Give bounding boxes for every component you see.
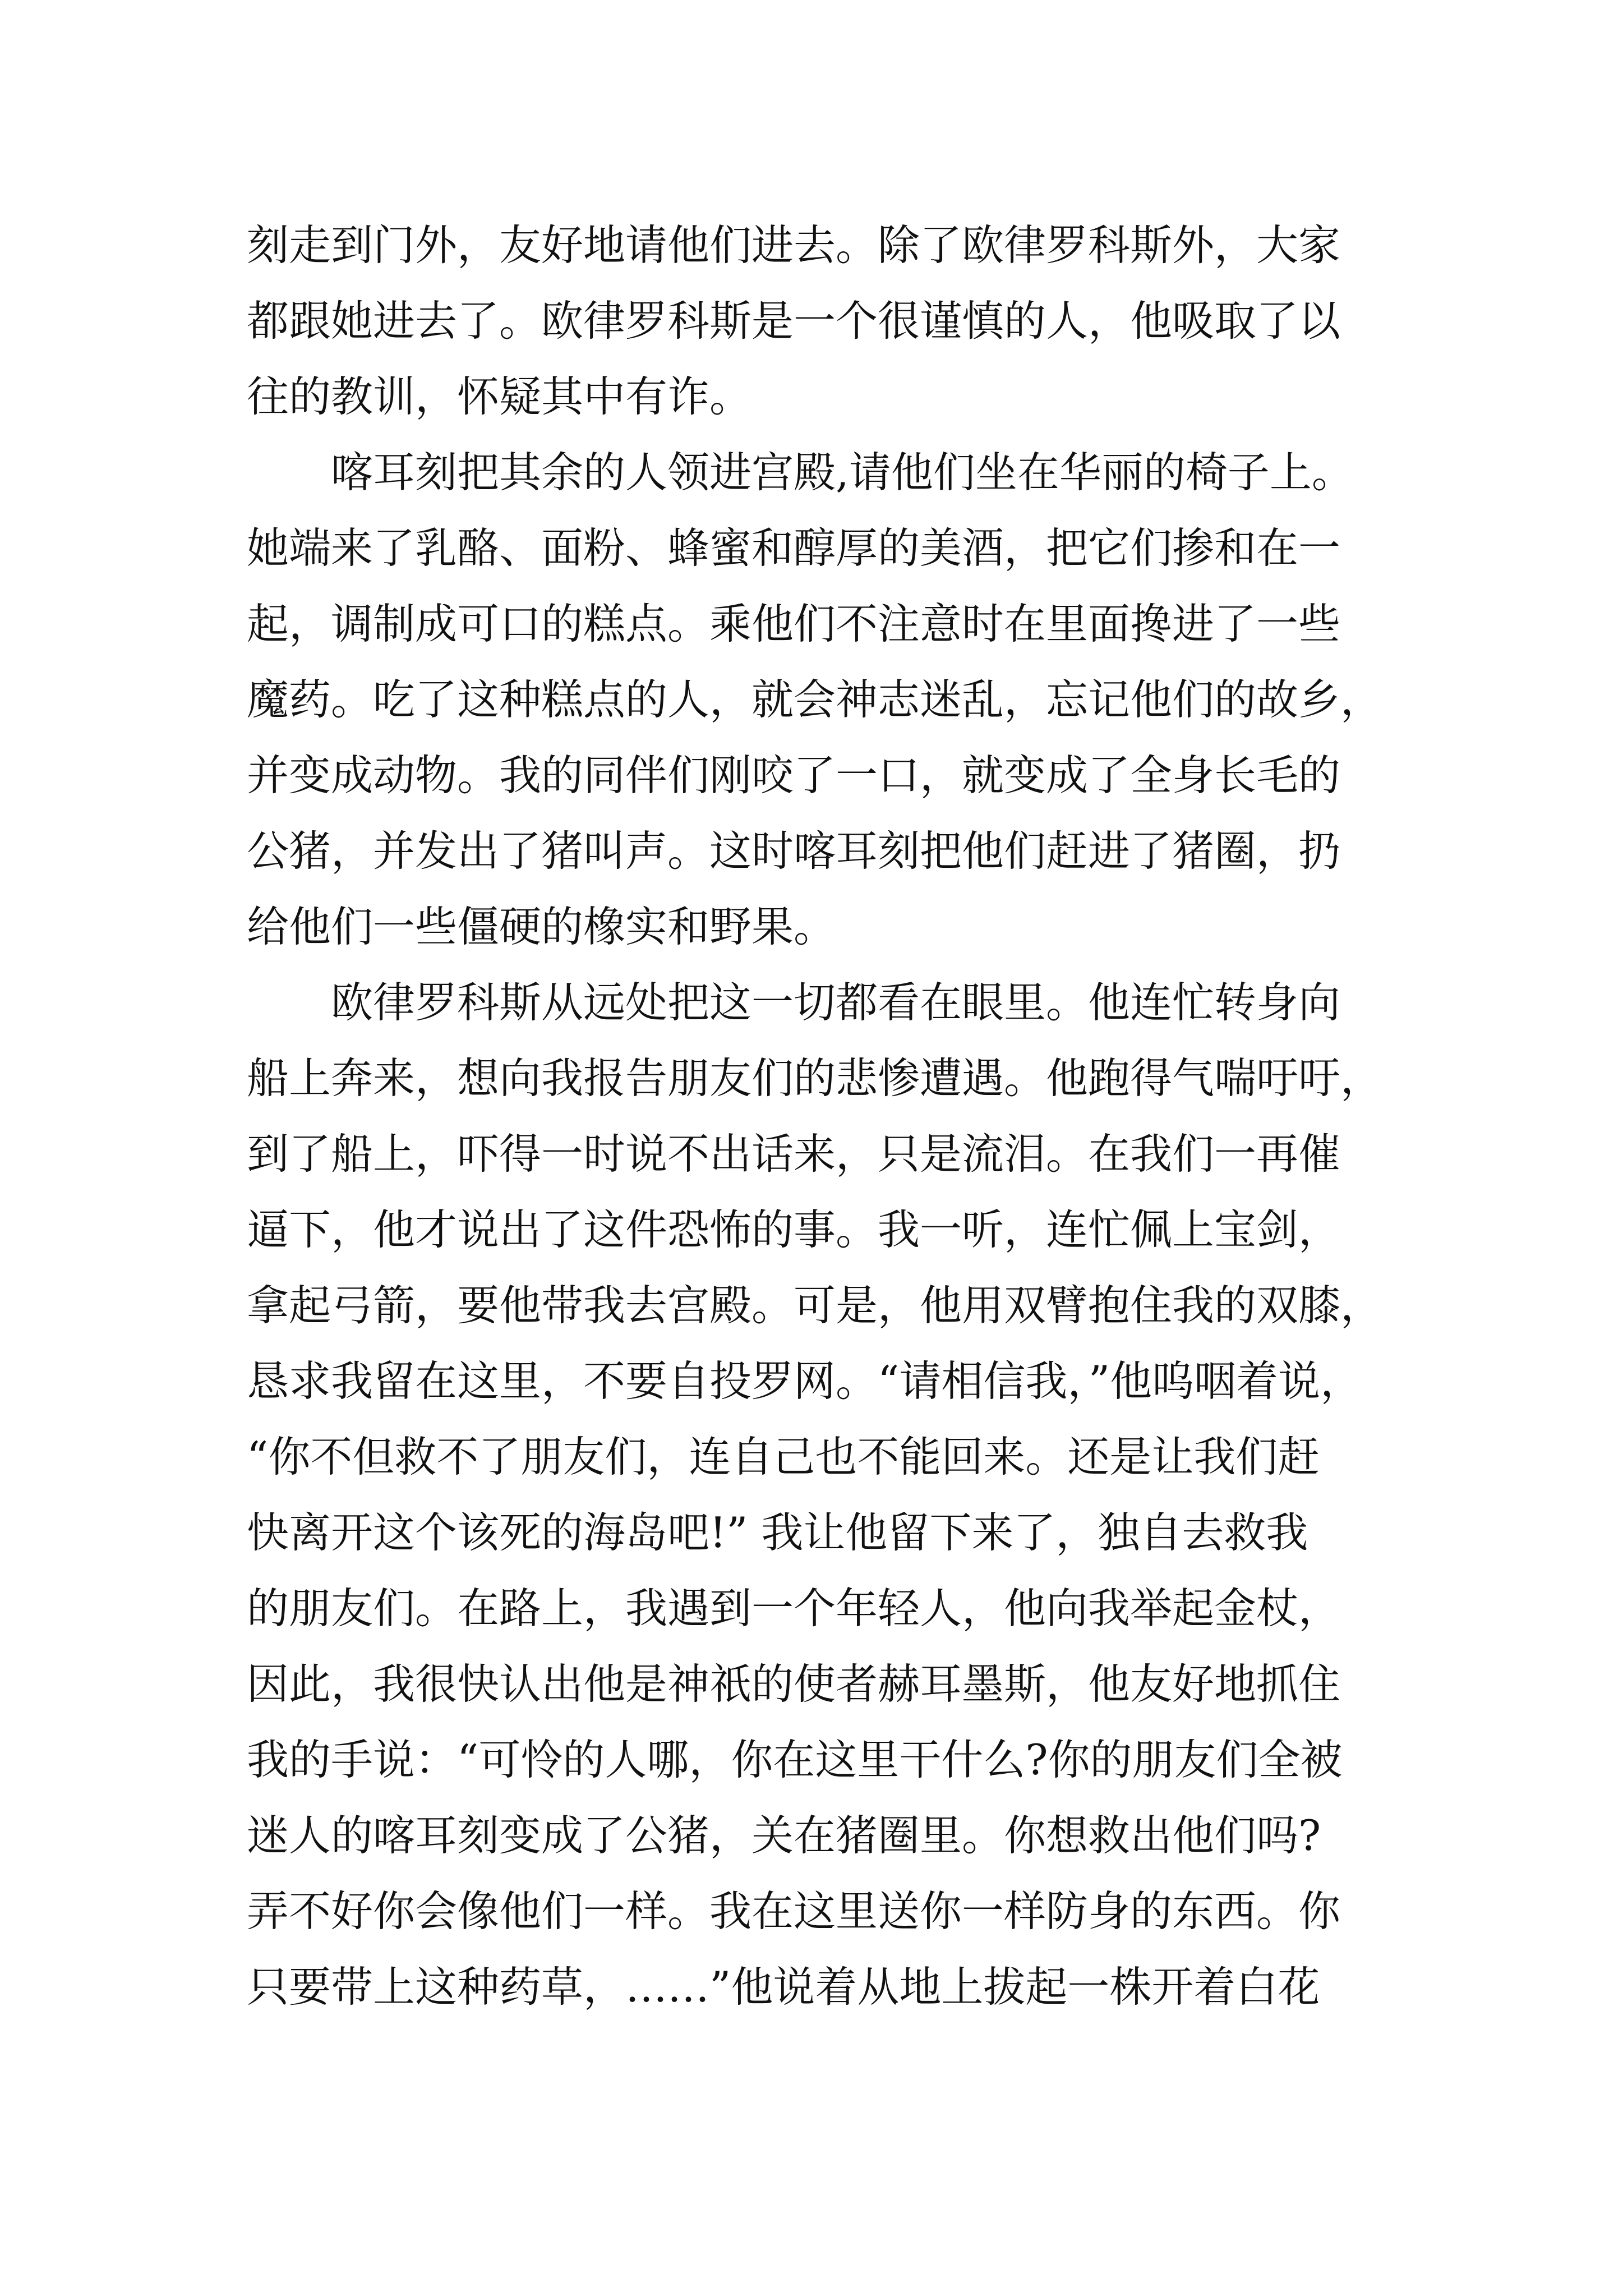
body-text <box>247 208 1383 2025</box>
text-line: 魔药。吃了这种糕点的人，就会神志迷乱，忘记他们的故乡， <box>247 675 1383 724</box>
text-line: 逼下，他才说出了这件恐怖的事。我一听，连忙佩上宝剑， <box>247 1205 1341 1254</box>
text-line: 并变成动物。我的同伴们刚咬了一口，就变成了全身长毛的 <box>247 751 1341 800</box>
text-line: 恳求我留在这里，不要自投罗网。“请相信我，”他呜咽着说， <box>247 1356 1363 1406</box>
text-line: 往的教训，怀疑其中有诈。 <box>247 372 752 421</box>
text-line: 刻走到门外，友好地请他们进去。除了欧律罗科斯外，大家 <box>247 220 1341 270</box>
text-line: 的朋友们。在路上，我遇到一个年轻人，他向我举起金杖， <box>247 1584 1341 1633</box>
paragraph-first-line: 喀耳刻把其余的人领进宫殿,请他们坐在华丽的椅子上。 <box>331 448 1354 497</box>
text-line: 快离开这个该死的海岛吧!” 我让他留下来了，独自去救我 <box>247 1508 1308 1557</box>
text-line: 因此，我很快认出他是神祇的使者赫耳墨斯，他友好地抓住 <box>247 1659 1341 1709</box>
text-line: “你不但救不了朋友们，连自己也不能回来。还是让我们赶 <box>247 1432 1320 1481</box>
text-line: 公猪，并发出了猪叫声。这时喀耳刻把他们赶进了猪圈，扔 <box>247 826 1341 876</box>
text-line: 迷人的喀耳刻变成了公猪，关在猪圈里。你想救出他们吗? <box>247 1811 1321 1860</box>
text-line: 只要带上这种药草，……”他说着从地上拔起一株开着白花 <box>247 1962 1320 2012</box>
text-line: 给他们一些僵硬的橡实和野果。 <box>247 902 836 951</box>
paragraph-first-line: 欧律罗科斯从远处把这一切都看在眼里。他连忙转身向 <box>331 978 1341 1027</box>
text-line: 拿起弓箭，要他带我去宫殿。可是，他用双臂抱住我的双膝， <box>247 1281 1383 1330</box>
text-line: 船上奔来，想向我报告朋友们的悲惨遭遇。他跑得气喘吁吁， <box>247 1053 1383 1103</box>
text-line: 起，调制成可口的糕点。乘他们不注意时在里面搀进了一些 <box>247 599 1341 648</box>
text-line: 都跟她进去了。欧律罗科斯是一个很谨慎的人，他吸取了以 <box>247 296 1341 346</box>
text-line: 到了船上，吓得一时说不出话来，只是流泪。在我们一再催 <box>247 1129 1341 1179</box>
text-line: 她端来了乳酪、面粉、蜂蜜和醇厚的美酒，把它们掺和在一 <box>247 523 1341 573</box>
text-line: 弄不好你会像他们一样。我在这里送你一样防身的东西。你 <box>247 1887 1341 1936</box>
text-line: 我的手说：“可怜的人哪，你在这里干什么?你的朋友们全被 <box>247 1735 1343 1784</box>
